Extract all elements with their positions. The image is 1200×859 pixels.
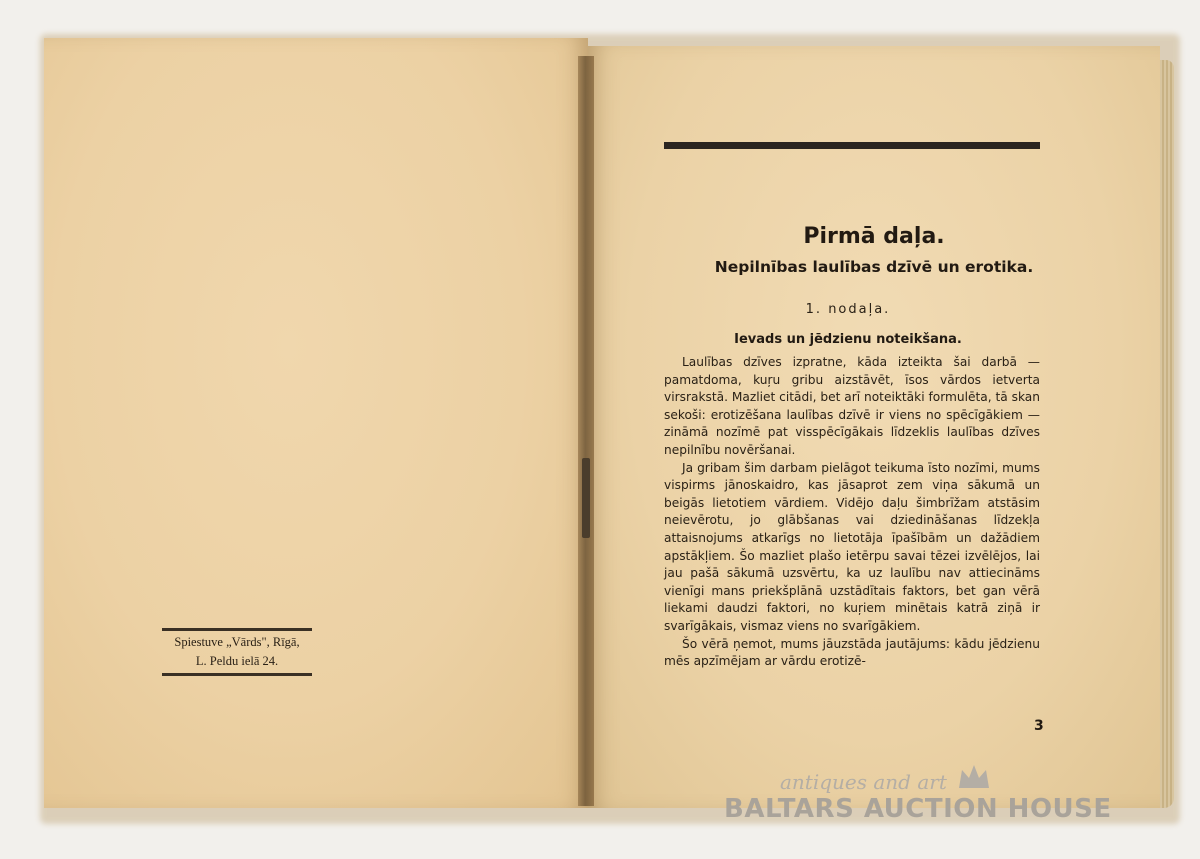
part-subtitle: Nepilnības laulības dzīvē un erotika. <box>714 258 1034 276</box>
imprint-bottom-rule <box>162 673 312 676</box>
body-text <box>664 354 1040 671</box>
crown-icon <box>956 762 992 792</box>
imprint-top-rule <box>162 628 312 631</box>
imprint-line-1: Spiestuve „Vārds", Rīgā, <box>174 635 300 649</box>
header-rule <box>664 142 1040 149</box>
left-page <box>44 38 588 808</box>
paragraph: Laulības dzīves izpratne, kāda izteikta šai darbā — pamatdoma, kuŗu gribu aizstāvēt, īsos vārdos ietverta virsrakstā. Mazliet citādi, bet arī noteiktāki formulēta, tā skan sekoši: erotizēšana laulības dzīvē ir viens no spēcīgākiem — zināmā nozīmē pat visspēcīgākais līdzeklis laulības dzīves nepilnību novēršanai. <box>664 355 1040 457</box>
printer-imprint <box>162 626 312 678</box>
paragraph: Ja gribam šim darbam pielāgot teikuma īsto nozīmi, mums vispirms jānoskaidro, kas jāsaprot zem viņa sākumā un beigās lietotiem vārdiem. Vidējo daļu šimbrīžam atstāsim neievērotu, jo glābšanas vai dziedināšanas līdzekļa attaisnojums atkarīgs no lietotāja īpašībām un dažādiem apstākļiem. Šo mazliet plašo ietērpu savai tēzei izvēlējos, lai jau pašā sākumā uzsvērtu, ka uz laulību nav attiecināms vienīgi mans priekšplānā uzstādītais faktors, bet gan vērā liekami daudzi faktori, no kuŗiem minētais katrā ziņā ir svarīgākais, vismaz viens no svarīgākiem. <box>664 460 1040 633</box>
imprint-line-2: L. Peldu ielā 24. <box>195 654 279 668</box>
watermark-tagline: antiques and art <box>780 770 947 794</box>
section-title: Ievads un jēdzienu noteikšana. <box>734 332 962 347</box>
page-number: 3 <box>1034 718 1044 734</box>
chapter-heading: 1. nodaļa. <box>805 302 891 317</box>
part-title: Pirmā daļa. <box>803 224 945 249</box>
paragraph: Šo vērā ņemot, mums jāuzstāda jautājums: kādu jēdzienu mēs apzīmējam ar vārdu erotizē- <box>664 636 1040 669</box>
watermark-name: BALTARS AUCTION HOUSE <box>724 794 1112 824</box>
book-spine-gutter <box>578 56 594 806</box>
right-page <box>588 46 1160 808</box>
binding-staple <box>582 458 590 538</box>
